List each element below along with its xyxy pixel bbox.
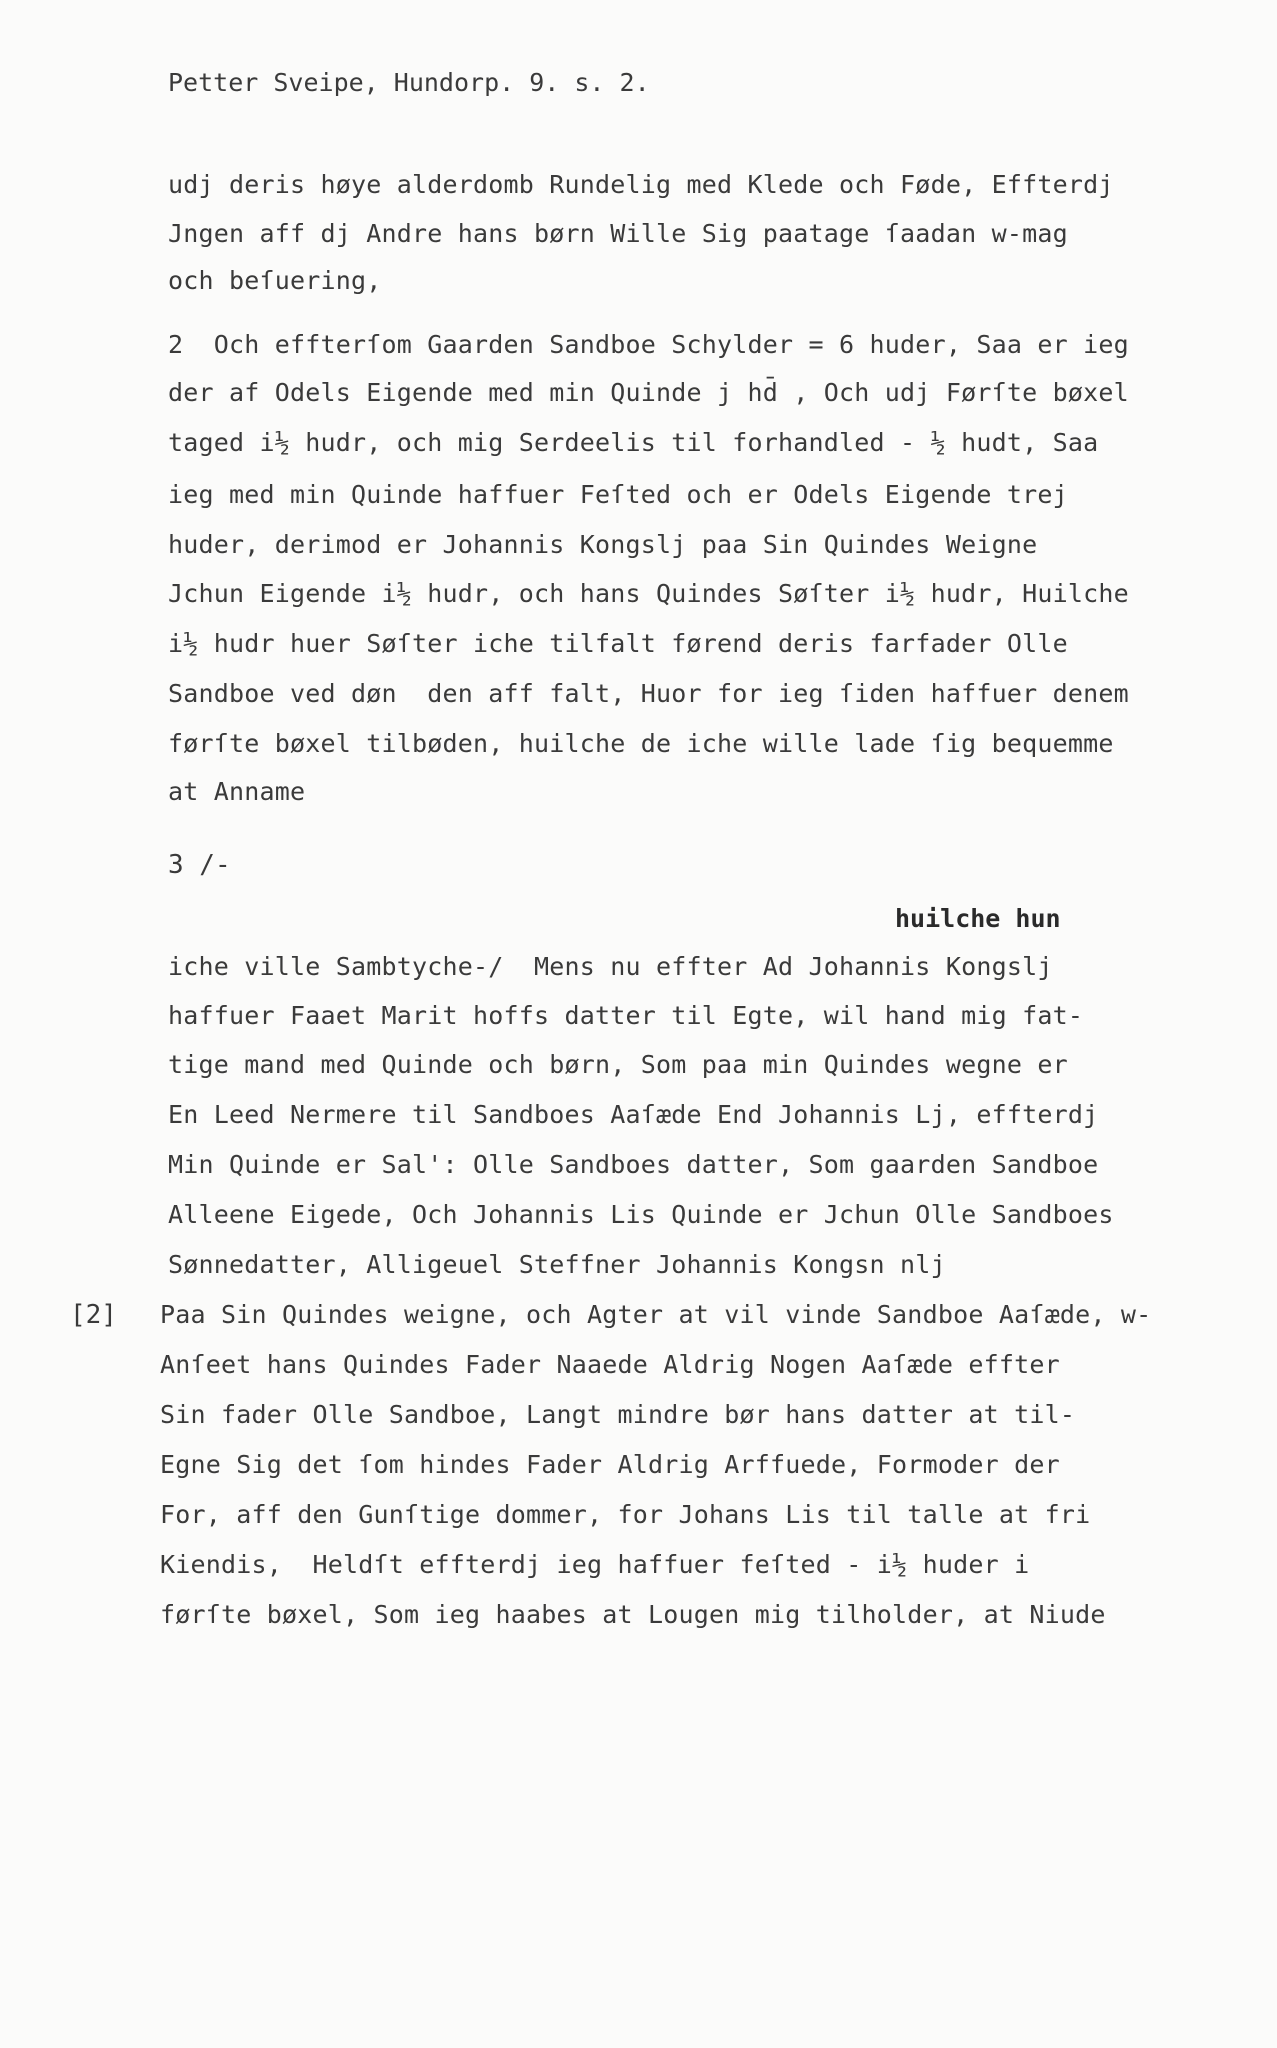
text-line: der af Odels Eigende med min Quinde j hd̄ , Och udj Førſte bøxel: [168, 378, 1129, 407]
text-line: Anſeet hans Quindes Fader Naaede Aldrig Nogen Aaſæde effter: [160, 1350, 1060, 1379]
text-line: Sin fader Olle Sandboe, Langt mindre bør hans datter at til-: [160, 1400, 1076, 1429]
text-line: Jngen aff dj Andre hans børn Wille Sig paatage ſaadan w-mag: [168, 219, 1068, 248]
text-line: at Anname: [168, 777, 306, 806]
text-line: Egne Sig det ſom hindes Fader Aldrig Arffuede, Formoder der: [160, 1450, 1060, 1479]
text-line: och beſuering,: [168, 266, 382, 295]
text-line: førſte bøxel, Som ieg haabes at Lougen mig tilholder, at Niude: [160, 1600, 1106, 1629]
text-line: Kiendis, Heldſt effterdj ieg haffuer feſted - i½ huder i: [160, 1550, 1030, 1579]
text-line: udj deris høye alderdomb Rundelig med Klede och Føde, Effterdj: [168, 170, 1114, 199]
text-line: Sandboe ved døn den aff falt, Huor for ieg ſiden haffuer denem: [168, 679, 1129, 708]
text-line: huder, derimod er Johannis Kongslj paa Sin Quindes Weigne: [168, 530, 1038, 559]
text-line: En Leed Nermere til Sandboes Aaſæde End Johannis Lj, effterdj: [168, 1100, 1099, 1129]
text-line: Min Quinde er Sal': Olle Sandboes datter, Som gaarden Sandboe: [168, 1150, 1099, 1179]
text-line: Paa Sin Quindes weigne, och Agter at vil vinde Sandboe Aaſæde, w-: [160, 1300, 1152, 1329]
text-line: tige mand med Quinde och børn, Som paa min Quindes wegne er: [168, 1050, 1068, 1079]
text-line: førſte bøxel tilbøden, huilche de iche wille lade ſig bequemme: [168, 729, 1114, 758]
text-line: Jchun Eigende i½ hudr, och hans Quindes Søſter i½ hudr, Huilche: [168, 579, 1129, 608]
text-line: i½ hudr huer Søſter iche tilfalt førend deris farfader Olle: [168, 629, 1068, 658]
text-line: 2 Och effterſom Gaarden Sandboe Schylder = 6 huder, Saa er ieg: [168, 330, 1129, 359]
text-line: Sønnedatter, Alligeuel Steffner Johannis Kongsn nlj: [168, 1250, 946, 1279]
left-margin-note: [2]: [70, 1300, 117, 1330]
text-line: iche ville Sambtyche-/ Mens nu effter Ad Johannis Kongslj: [168, 952, 1053, 981]
text-line: taged i½ hudr, och mig Serdeelis til forhandled - ½ hudt, Saa: [168, 428, 1099, 457]
text-line: ieg med min Quinde haffuer Feſted och er Odels Eigende trej: [168, 480, 1068, 509]
text-line: Alleene Eigede, Och Johannis Lis Quinde er Jchun Olle Sandboes: [168, 1200, 1114, 1229]
page-heading: Petter Sveipe, Hundorp. 9. s. 2.: [168, 68, 650, 97]
section-mark: 3 /-: [168, 850, 231, 880]
text-line: haffuer Faaet Marit hoffs datter til Egte, wil hand mig fat-: [168, 1001, 1084, 1030]
right-margin-note: huilche hun: [895, 904, 1061, 933]
text-line: For, aff den Gunſtige dommer, for Johans Lis til talle at fri: [160, 1500, 1091, 1529]
